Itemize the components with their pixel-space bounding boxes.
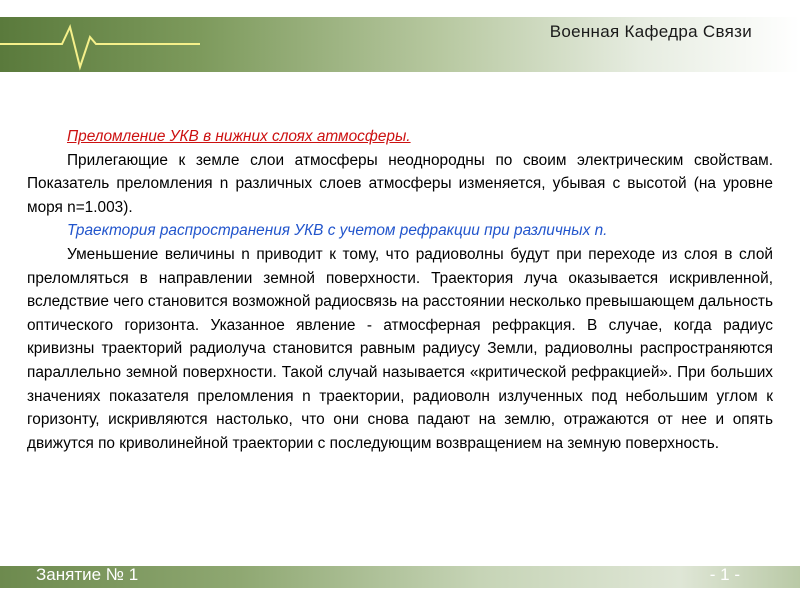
heading-refraction: Преломление УКВ в нижних слоях атмосферы. (67, 128, 411, 145)
heading-trajectory: Траектория распространения УКВ с учетом рефракции при различных n. (67, 222, 608, 240)
paragraph-trajectory: Уменьшение величины n приводит к тому, что радиоволны будут при переходе из слоя в слой преломляться в направлении земной поверхности. Траектория луча оказывается искривленной, вследствие чего становится возможной радиосвязь на расстоянии несколько превышающем дальность оптического горизонта. Указанное явление - атмосферная рефракция. В случае, когда радиус кривизны траекторий радиолуча становится равным радиусу Земли, радиоволны распространяются параллельно земной поверхности. Такой случай называется «критической рефракцией». При больших значениях показателя преломления n траектории, радиоволн излученных под небольшим углом к горизонту, искривляются настолько, что они снова падают на землю, отражаются от нее и опять движутся по криволинейной траектории с последующим возвращением на земную поверхность. (27, 245, 773, 452)
slide-content (27, 125, 773, 455)
pulse-wave-icon (0, 17, 200, 72)
footer-lesson: Занятие № 1 (36, 565, 139, 584)
footer-page-number: - 1 - (709, 565, 740, 584)
paragraph-refraction: Прилегающие к земле слои атмосферы неоднородны по своим электрическим свойствам. Показатель преломления n различных слоев атмосферы изменяется, убывая с высотой (на уровне моря n=1.003). (27, 151, 773, 216)
header-title: Военная Кафедра Связи (549, 22, 752, 41)
